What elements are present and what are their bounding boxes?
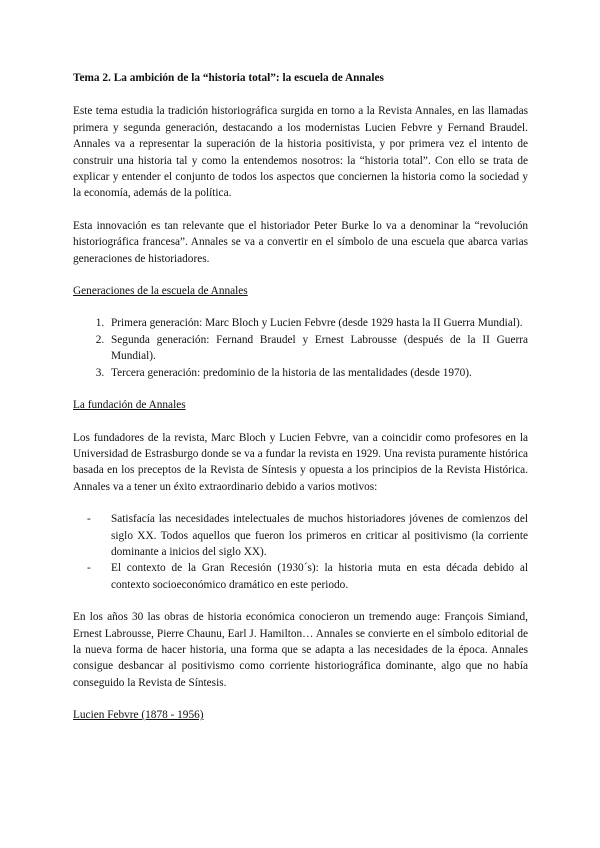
generations-list [73, 315, 528, 381]
generations-heading: Generaciones de la escuela de Annales [73, 285, 248, 298]
document-title: Tema 2. La ambición de la “historia total”: la escuela de Annales [73, 72, 384, 84]
generation-item-3: 3. Tercera generación: predominio de la historia de las mentalidades (desde 1970). [107, 365, 528, 381]
reason-text-2: El contexto de la Gran Recesión (1930´s): la historia muta en esta década debido al contexto socioeconómico dramático en este periodo. [111, 562, 528, 591]
reasons-list [73, 511, 528, 593]
foundation-heading: La fundación de Annales [73, 399, 186, 412]
reason-text-1: Satisfacía las necesidades intelectuales de muchos historiadores jóvenes de comienzos del siglo XX. Todos aquellos que fueron los primeros en criticar al positivismo (la corriente dominante a inicios del siglo XX). [111, 513, 528, 558]
intro-paragraph-1: Este tema estudia la tradición historiográfica surgida en torno a la Revista Annales, en las llamadas primera y segunda generación, destacando a los modernistas Lucien Febvre y Fernand Braudel. Annales va a representar la superación de la historia positivista, y por primera vez el intento de construir una historia tal y como la entendemos nosotros: la “historia total”. Con ello se trata de explicar y entender el conjunto de todos los aspectos que conciernen la historia como la sociedad y la economía, además de la política. [73, 105, 528, 200]
generation-item-1: 1. Primera generación: Marc Bloch y Lucien Febvre (desde 1929 hasta la II Guerra Mundial). [107, 315, 528, 331]
dash-bullet: - [87, 562, 91, 575]
generation-item-2: 2. Segunda generación: Fernand Braudel y Ernest Labrousse (después de la II Guerra Mundial). [107, 332, 528, 365]
economic-history-paragraph: En los años 30 las obras de historia económica conocieron un tremendo auge: François Simiand, Ernest Labrousse, Pierre Chaunu, Earl J. Hamilton… Annales se convierte en el símbolo editorial de la nueva forma de hacer historia, una forma que se adapta a las necesidades de la época. Annales consigue desbancar al positivismo como corriente historiográfica dominante, algo que no había conseguido la Revista de Síntesis. [73, 611, 528, 689]
dash-bullet: - [87, 513, 91, 526]
febvre-heading: Lucien Febvre (1878 - 1956) [73, 709, 204, 722]
intro-paragraph-2: Esta innovación es tan relevante que el historiador Peter Burke lo va a denominar la “revolución historiográfica francesa”. Annales se va a convertir en el símbolo de una escuela que abarca varias generaciones de historiadores. [73, 219, 528, 265]
reason-item-2 [87, 560, 528, 593]
foundation-paragraph: Los fundadores de la revista, Marc Bloch y Lucien Febvre, van a coincidir como profesores en la Universidad de Estrasburgo donde se va a fundar la revista en 1929. Una revista puramente histórica basada en los preceptos de la Revista de Síntesis y opuesta a los principios de la Revista Histórica. Annales va a tener un éxito extraordinario debido a varios motivos: [73, 431, 528, 493]
reason-item-1 [87, 511, 528, 560]
